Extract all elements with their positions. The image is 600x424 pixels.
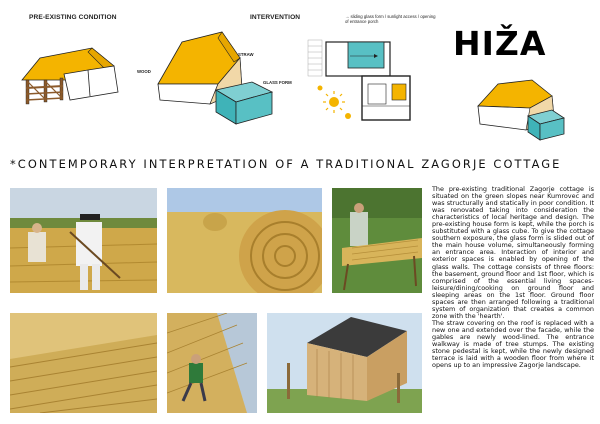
photo-straw-roof-closeup [10,313,157,413]
intervention-label: INTERVENTION [250,14,301,21]
plan-sun-diagram [304,36,414,126]
photo-harvest-workers [10,188,157,293]
wood-label: WOOD [137,69,151,74]
photo-straw-bales [167,188,322,293]
logo-house-drawing [472,78,568,144]
pre-existing-house-drawing [18,40,128,106]
project-logo: HIŽA [453,24,547,63]
description-paragraph: The pre-existing traditional Zagorje cottage is situated on the green slopes near Kumrovec and was structurally and statically in poor condition. It was renovated taking into consideration the characteristics of local heritage and design. The pre-existing house form is kept, while the porch is substituted with a glass cube. To give the cottage southern exposure, the glass form is slided out of the main house volume, simultaneously forming an entrance area. Interaction of interior and exterior spaces is enabled by opening of the glass walls. The cottage consists of three floors: the basement, ground floor and 1st floor, which is comprised of the essential living spaces- leisure/dining/cooking on ground floor and sleeping areas on the 1st floor. Ground floor spaces are then arranged following a traditional system of organization that creates a common zone with the 'hearth'. [432,185,594,320]
intervention-house-drawing [152,30,302,130]
photo-straw-craftsman [332,188,422,293]
photo-cottage-construction [267,313,422,413]
straw-label: STRAW [238,52,254,57]
pre-existing-label: PRE-EXISTING CONDITION [29,14,117,21]
glass-form-label: GLASS FORM [263,80,292,85]
subtitle: *CONTEMPORARY INTERPRETATION OF A TRADITIONAL ZAGORJE COTTAGE [10,157,562,171]
plan-note: → sliding glass form / sunlight access / opening of entrance porch [345,14,436,25]
description-paragraph: The straw covering on the roof is replaced with a new one and extended over the facade, while the gables are newly wood-lined. The entrance walkway is made of tree stumps. The existing stone pedestal is kept, while the newly designed terrace is laid with a wooden floor from where it opens up to an impressive Zagorje landscape. [432,318,594,370]
photo-roof-worker [167,313,257,413]
project-description [432,186,594,369]
